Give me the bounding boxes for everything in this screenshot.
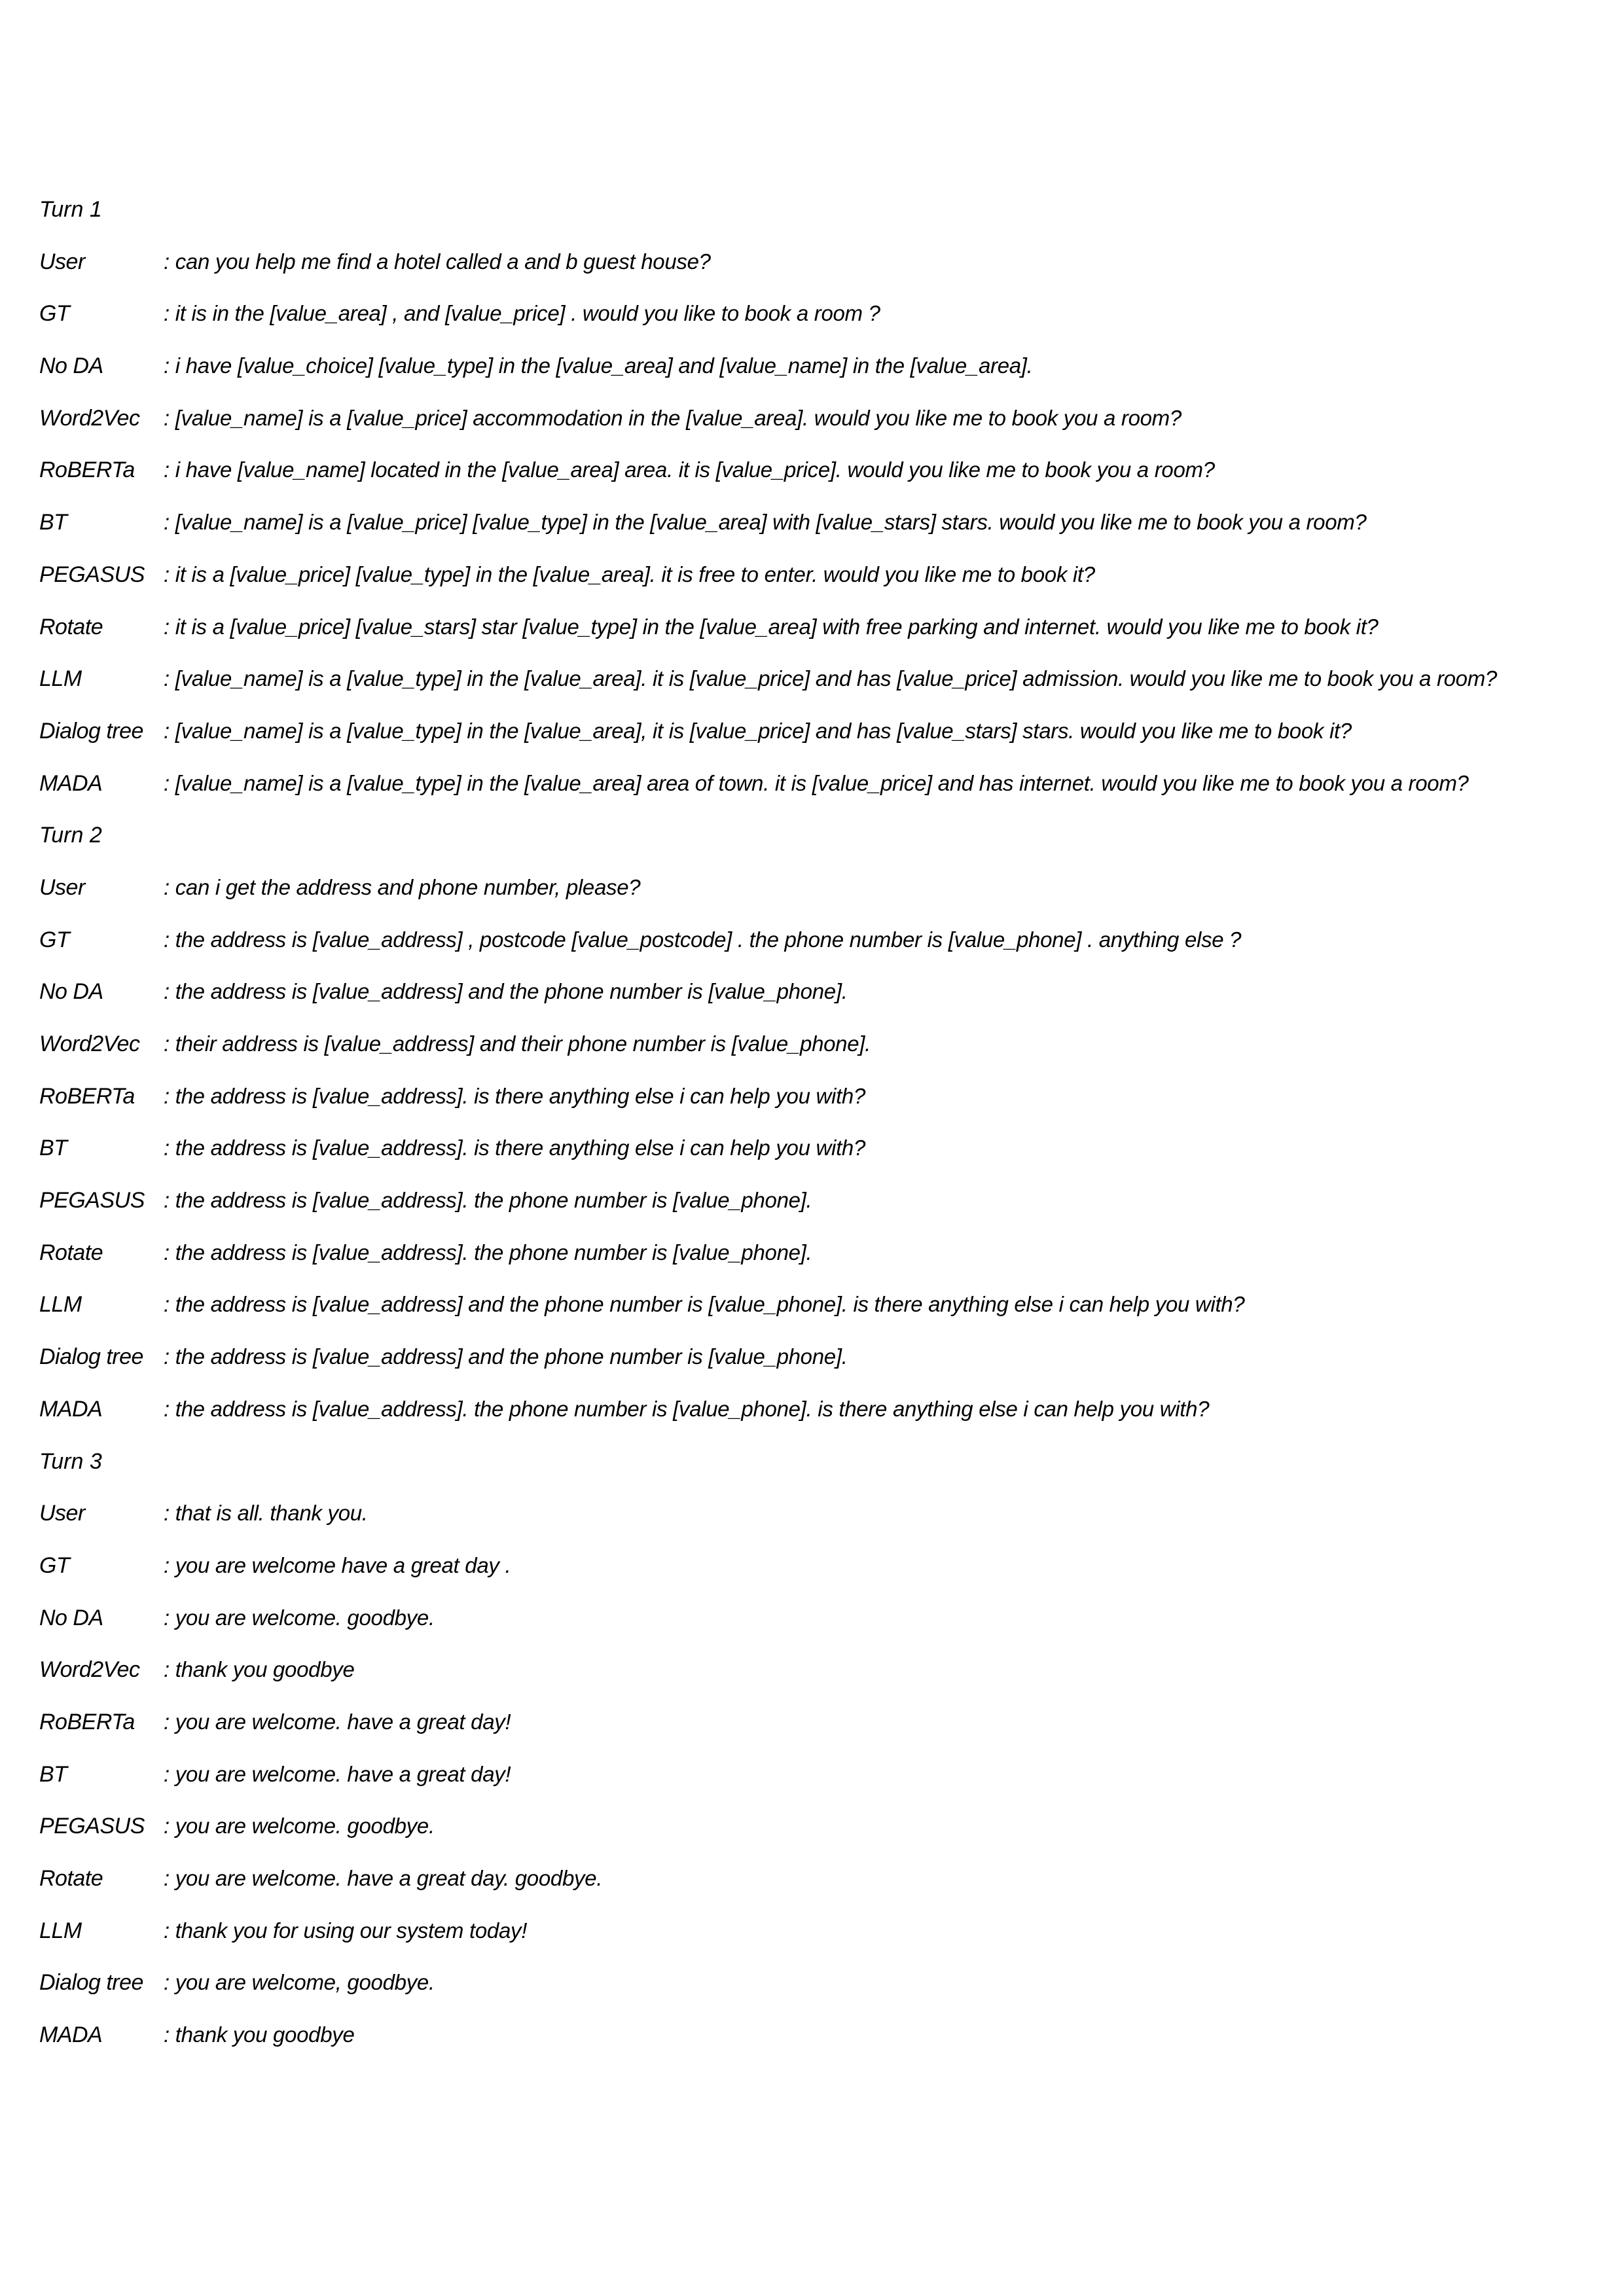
utterance-text: : that is all. thank you. xyxy=(164,1501,368,1526)
utterance-text: : [value_name] is a [value_type] in the [value_area] area of town. it is [value_price] and has internet. would you like me to book you a room? xyxy=(164,770,1469,795)
utterance-text: : the address is [value_address] and the phone number is [value_phone]. is there anything else i can help you with? xyxy=(164,1292,1245,1317)
dialogue-row xyxy=(39,927,1610,979)
utterance-text: : the address is [value_address] and the phone number is [value_phone]. xyxy=(164,979,848,1004)
speaker-label: Word2Vec xyxy=(39,1657,140,1683)
utterance-text: : the address is [value_address]. the phone number is [value_phone]. is there anything else i can help you with? xyxy=(164,1396,1210,1421)
dialogue-row xyxy=(39,1135,1610,1187)
speaker-label: BT xyxy=(39,1136,67,1161)
speaker-label: Word2Vec xyxy=(39,1031,140,1056)
speaker-label: RoBERTa xyxy=(39,1709,135,1734)
speaker-label: No DA xyxy=(39,353,103,379)
speaker-label: LLM xyxy=(39,1292,82,1318)
utterance-text: : the address is [value_address]. is there anything else i can help you with? xyxy=(164,1136,866,1160)
speaker-label: PEGASUS xyxy=(39,1814,145,1839)
dialogue-row xyxy=(39,1500,1610,1552)
speaker-label: GT xyxy=(39,1552,70,1578)
utterance-text: : the address is [value_address] and the phone number is [value_phone]. xyxy=(164,1344,848,1369)
speaker-label: BT xyxy=(39,1761,67,1787)
dialogue-row xyxy=(39,457,1610,509)
dialogue-row xyxy=(39,1396,1610,1448)
utterance-text: : thank you goodbye xyxy=(164,2022,355,2047)
dialogue-row xyxy=(39,1240,1610,1292)
utterance-text: : can you help me find a hotel called a and b guest house? xyxy=(164,249,711,274)
dialogue-row xyxy=(39,1709,1610,1761)
speaker-label: Word2Vec xyxy=(39,405,140,431)
utterance-text: : can i get the address and phone number, please? xyxy=(164,874,641,899)
utterance-text: : you are welcome. have a great day! xyxy=(164,1709,511,1734)
dialogue-row xyxy=(39,509,1610,562)
dialogue-row xyxy=(39,666,1610,718)
utterance-text: : you are welcome. have a great day. goodbye. xyxy=(164,1866,603,1890)
dialogue-row xyxy=(39,718,1610,770)
speaker-label: PEGASUS xyxy=(39,562,145,587)
speaker-label: LLM xyxy=(39,666,82,692)
dialogue-row xyxy=(39,1657,1610,1709)
turn-heading: Turn 3 xyxy=(39,1448,102,1474)
dialogue-row xyxy=(39,1969,1610,2022)
utterance-text: : the address is [value_address]. the phone number is [value_phone]. xyxy=(164,1188,812,1213)
dialogue-row xyxy=(39,353,1610,405)
dialogue-row xyxy=(39,614,1610,666)
speaker-label: MADA xyxy=(39,770,103,796)
utterance-text: : [value_name] is a [value_type] in the [value_area]. it is [value_price] and has [value_price] admission. would you like me to book you a room? xyxy=(164,666,1497,691)
utterance-text: : the address is [value_address]. the phone number is [value_phone]. xyxy=(164,1240,812,1265)
dialogue-row xyxy=(39,874,1610,927)
utterance-text: : you are welcome. have a great day! xyxy=(164,1761,511,1786)
dialogue-row xyxy=(39,562,1610,614)
utterance-text: : the address is [value_address]. is there anything else i can help you with? xyxy=(164,1083,866,1108)
utterance-text: : it is a [value_price] [value_stars] star [value_type] in the [value_area] with free parking and internet. would you like me to book it? xyxy=(164,614,1379,639)
utterance-text: : you are welcome. goodbye. xyxy=(164,1605,435,1630)
turn-heading: Turn 2 xyxy=(39,823,102,848)
utterance-text: : it is a [value_price] [value_type] in the [value_area]. it is free to enter. would you like me to book it? xyxy=(164,562,1095,586)
speaker-label: User xyxy=(39,1501,85,1526)
dialogue-row xyxy=(39,1761,1610,1814)
speaker-label: User xyxy=(39,874,85,900)
speaker-label: No DA xyxy=(39,1605,103,1630)
dialogue-row xyxy=(39,1605,1610,1657)
utterance-text: : [value_name] is a [value_price] [value_type] in the [value_area] with [value_stars] stars. would you like me to book you a room? xyxy=(164,510,1367,535)
speaker-label: MADA xyxy=(39,1396,103,1422)
dialogue-row xyxy=(39,249,1610,301)
utterance-text: : the address is [value_address] , postcode [value_postcode] . the phone number is [value_phone] . anything else ? xyxy=(164,927,1242,952)
speaker-label: GT xyxy=(39,301,70,327)
dialogue-row xyxy=(39,1083,1610,1136)
speaker-label: RoBERTa xyxy=(39,457,135,483)
speaker-label: MADA xyxy=(39,2022,103,2048)
speaker-label: BT xyxy=(39,510,67,535)
utterance-text: : their address is [value_address] and their phone number is [value_phone]. xyxy=(164,1031,871,1056)
speaker-label: LLM xyxy=(39,1918,82,1943)
dialogue-row xyxy=(39,1918,1610,1970)
utterance-text: : you are welcome. goodbye. xyxy=(164,1814,435,1839)
utterance-text: : [value_name] is a [value_type] in the [value_area], it is [value_price] and has [value_stars] stars. would you like me to book it? xyxy=(164,718,1352,743)
dialogue-row xyxy=(39,1344,1610,1396)
dialogue-row xyxy=(39,770,1610,823)
dialogue-row xyxy=(39,1552,1610,1605)
utterance-text: : thank you for using our system today! xyxy=(164,1918,528,1943)
utterance-text: : [value_name] is a [value_price] accommodation in the [value_area]. would you like me to book you a room? xyxy=(164,405,1182,430)
dialogue-row xyxy=(39,978,1610,1031)
turn-heading: Turn 1 xyxy=(39,197,102,222)
utterance-text: : i have [value_name] located in the [value_area] area. it is [value_price]. would you like me to book you a room? xyxy=(164,457,1215,482)
speaker-label: Rotate xyxy=(39,1240,103,1265)
utterance-text: : it is in the [value_area] , and [value_price] . would you like to book a room ? xyxy=(164,301,880,326)
speaker-label: Dialog tree xyxy=(39,1970,143,1996)
utterance-text: : i have [value_choice] [value_type] in the [value_area] and [value_name] in the [value_area]. xyxy=(164,353,1033,378)
speaker-label: No DA xyxy=(39,979,103,1005)
utterance-text: : thank you goodbye xyxy=(164,1657,355,1682)
speaker-label: Dialog tree xyxy=(39,1344,143,1370)
speaker-label: Rotate xyxy=(39,1866,103,1891)
speaker-label: Rotate xyxy=(39,614,103,639)
speaker-label: GT xyxy=(39,927,70,952)
dialogue-row xyxy=(39,1865,1610,1918)
speaker-label: RoBERTa xyxy=(39,1083,135,1109)
dialogue-row xyxy=(39,1813,1610,1865)
dialogue-row xyxy=(39,300,1610,353)
dialogue-row xyxy=(39,1031,1610,1083)
dialogue-row xyxy=(39,2022,1610,2074)
utterance-text: : you are welcome, goodbye. xyxy=(164,1970,435,1995)
dialogue-row xyxy=(39,405,1610,457)
speaker-label: User xyxy=(39,249,85,274)
dialogue-document xyxy=(39,196,1610,2074)
dialogue-row xyxy=(39,1291,1610,1344)
speaker-label: Dialog tree xyxy=(39,718,143,744)
speaker-label: PEGASUS xyxy=(39,1188,145,1213)
utterance-text: : you are welcome have a great day . xyxy=(164,1552,511,1577)
dialogue-row xyxy=(39,1187,1610,1240)
